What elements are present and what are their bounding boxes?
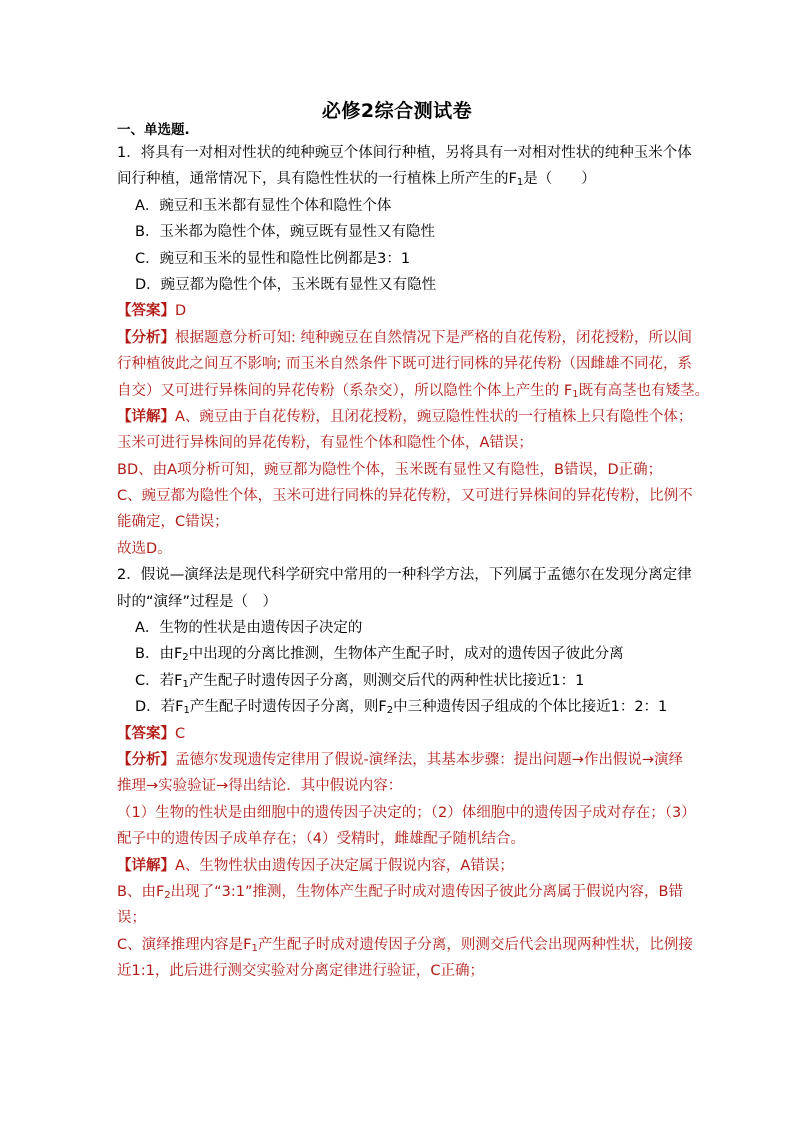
q1-detail-line-4: C、豌豆都为隐性个体，玉米可进行同株的异花传粉，又可进行异株间的异花传粉，比例不 xyxy=(117,488,693,505)
q1-option-b: B．玉米都为隐性个体，豌豆既有显性又有隐性 xyxy=(135,224,435,241)
q1-option-d: D．豌豆都为隐性个体，玉米既有显性又有隐性 xyxy=(135,276,437,293)
q2-analysis-line-2: 推理→实验验证→得出结论．其中假说内容： xyxy=(117,778,403,795)
q1-option-c: C．豌豆和玉米的显性和隐性比例都是3：1 xyxy=(135,250,411,267)
q2-option-b: B．由$F_2$中出现的分离比推测，生物体产生配子时，成对的遗传因子彼此分离 xyxy=(135,646,624,664)
q2-option-c: C．若$F_1$产生配子时遗传因子分离，则测交后代的两种性状比接近1：1 xyxy=(135,672,585,690)
q1-analysis-line-1: 【分析】根据题意分析可知: 纯种豌豆在自然情况下是严格的自花传粉，闭花授粉，所以间 xyxy=(117,329,692,346)
q2-detail-line-3: 误； xyxy=(117,910,146,927)
page-title: 必修2综合测试卷 xyxy=(321,100,473,122)
section-heading: 一、单选题. xyxy=(117,122,190,138)
q2-detail-line-1: 【详解】A、生物性状由遗传因子决定属于假说内容，A错误； xyxy=(117,857,514,874)
q1-option-a: A．豌豆和玉米都有显性个体和隐性个体 xyxy=(135,197,392,214)
q2-stem-line-1: 2．假说—演绎法是现代科学研究中常用的一种科学方法，下列属于孟德尔在发现分离定律 xyxy=(117,567,692,584)
q1-stem-line-1: 1．将具有一对相对性状的纯种豌豆个体间行种植，另将具有一对相对性状的纯种玉米个体 xyxy=(117,145,692,161)
q1-analysis-line-2: 行种植彼此之间互不影响; 而玉米自然条件下既可进行同株的异花传粉（因雌雄不同花，系 xyxy=(117,356,692,373)
q2-detail-line-2: B、由$F_2$出现了“3:1”推测，生物体产生配子时成对遗传因子彼此分离属于假说内容，B错 xyxy=(117,883,683,901)
q2-analysis-line-3: （1）生物的性状是由细胞中的遗传因子决定的；（2）体细胞中的遗传因子成对存在；（3） xyxy=(117,804,696,821)
q2-detail-line-4: C、演绎推理内容是$F_1$产生配子时成对遗传因子分离，则测交后代会出现两种性状，比例接 xyxy=(117,936,693,954)
q2-stem-line-2: 时的“演绎”过程是（ ） xyxy=(117,593,278,610)
q1-detail-line-6: 故选D。 xyxy=(117,540,172,557)
q1-detail-line-1: 【详解】A、豌豆由于自花传粉，且闭花授粉，豌豆隐性性状的一行植株上只有隐性个体； xyxy=(117,408,693,425)
q1-analysis-line-3: 自交）又可进行异株间的异花传粉（系杂交），所以隐性个体上产生的 $F_1$既有高茎也有矮茎。 xyxy=(117,382,710,400)
q1-answer: 【答案】D xyxy=(117,303,187,320)
q2-analysis-line-4: 配子中的遗传因子成单存在；（4）受精时，雌雄配子随机结合。 xyxy=(117,831,525,848)
q2-option-a: A．生物的性状是由遗传因子决定的 xyxy=(135,620,363,637)
q1-detail-line-2: 玉米可进行异株间的异花传粉，有显性个体和隐性个体，A错误； xyxy=(117,435,533,452)
q1-stem-line-2: 间行种植，通常情况下，具有隐性性状的一行植株上所产生的$F_1$是（ ） xyxy=(117,171,596,189)
document-body xyxy=(117,120,710,985)
q1-detail-line-3: BD、由A项分析可知，豌豆都为隐性个体，玉米既有显性又有隐性，B错误，D正确； xyxy=(117,461,663,478)
q1-detail-line-5: 能确定，C错误； xyxy=(117,514,229,531)
q2-analysis-line-1: 【分析】孟德尔发现遗传定律用了假说-演绎法，其基本步骤：提出问题→作出假说→演绎 xyxy=(117,751,684,768)
q2-detail-line-5: 近1:1，此后进行测交实验对分离定律进行验证，C正确； xyxy=(117,963,484,980)
q2-option-d: D．若$F_1$产生配子时遗传因子分离，则$F_2$中三种遗传因子组成的个体比接近1：2：1 xyxy=(135,699,668,717)
q2-answer: 【答案】C xyxy=(117,725,186,742)
